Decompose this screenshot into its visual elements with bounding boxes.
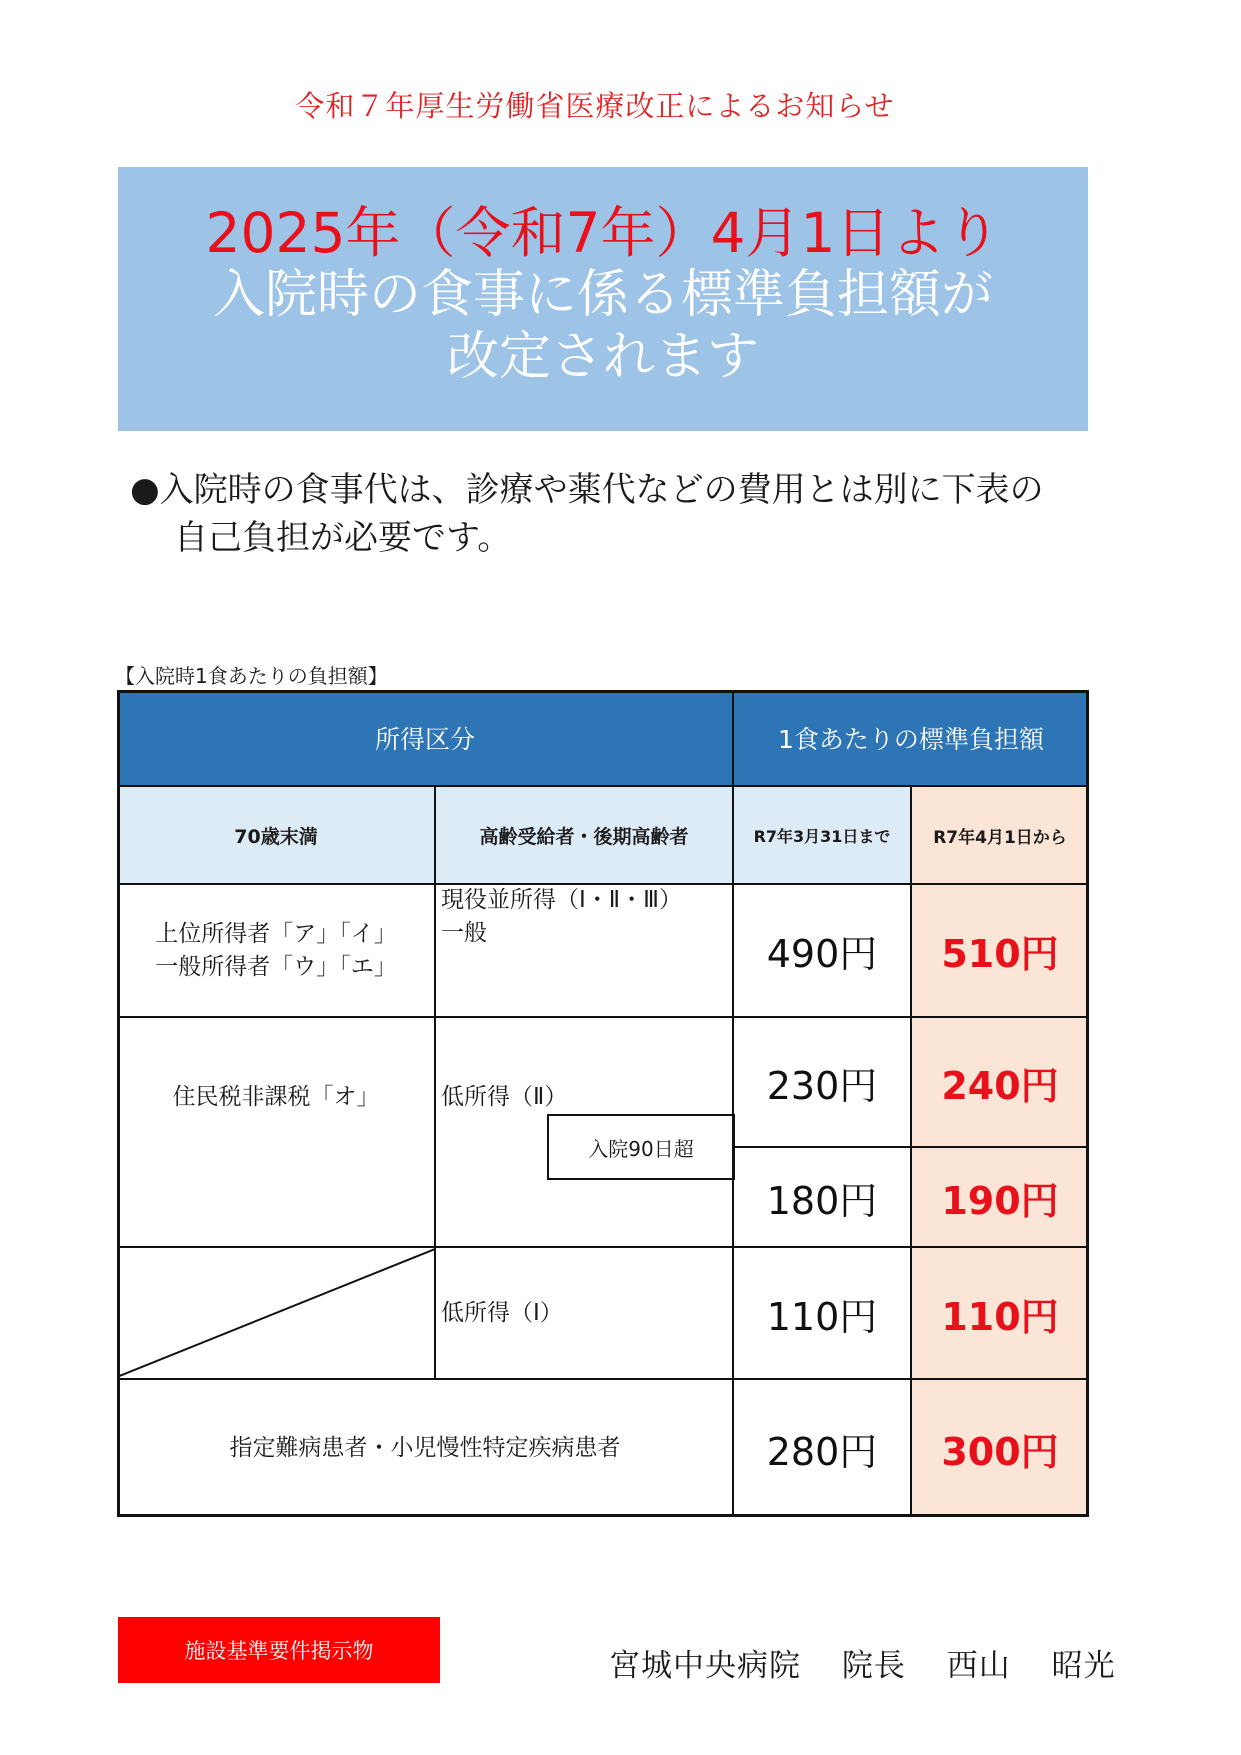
over90-old-amount: 180円 [766, 1178, 878, 1223]
row-divider [117, 785, 1089, 787]
facility-standard-badge: 施設基準要件掲示物 [118, 1617, 440, 1683]
exempt-under70: 住民税非課税「オ」 [172, 1083, 380, 1110]
subheader-under70: 70歳末満 [117, 786, 435, 884]
row-divider [117, 1378, 1089, 1380]
exempt-elderly: 低所得（Ⅱ） [441, 1083, 568, 1110]
director-given-name: 昭光 [1051, 1648, 1116, 1684]
signature [609, 1640, 1146, 1685]
upper-income-under70-line-2: 一般所得者「ウ」「エ」 [155, 953, 397, 980]
director-surname: 西山 [946, 1648, 1011, 1684]
upper-income-new-amount: 510円 [911, 884, 1089, 1017]
intro-text [130, 466, 1044, 562]
low-income-1-elderly: 低所得（Ⅰ） [441, 1299, 563, 1326]
column-divider [910, 786, 912, 1517]
table-border-right [1086, 690, 1089, 1517]
intro-line-2: 自己負担が必要です。 [174, 518, 512, 558]
over90-new-amount: 190円 [911, 1147, 1089, 1247]
row-divider [117, 1246, 1089, 1248]
table-border-top [117, 690, 1089, 693]
upper-income-under70-line-1: 上位所得者「ア」「イ」 [155, 920, 397, 947]
banner-date-line: 2025年（令和7年）4月1日より [205, 201, 1001, 265]
intro-line-1: ●入院時の食事代は、診療や薬代などの費用とは別に下表の [130, 470, 1044, 510]
row-divider [117, 883, 1089, 885]
upper-income-under70 [117, 884, 435, 1017]
table-border-bottom [117, 1514, 1089, 1517]
subheader-from: R7年4月1日から [911, 786, 1089, 884]
subheader-elderly: 高齢受給者・後期高齢者 [435, 786, 733, 884]
banner-action-line: 改定されます [446, 327, 759, 387]
low-income-1-new-amount: 110円 [911, 1247, 1089, 1379]
upper-income-elderly-line-2: 一般 [441, 920, 487, 946]
exempt-old-amount: 230円 [766, 1063, 878, 1108]
table-caption: 【入院時1食あたりの負担額】 [115, 664, 388, 688]
intractable-disease-label: 指定難病患者・小児慢性特定疾病患者 [229, 1434, 621, 1461]
upper-income-old-amount: 490円 [766, 932, 878, 976]
low-income-1-old-amount: 110円 [766, 1294, 878, 1339]
upper-income-elderly [435, 884, 733, 1017]
table-border-left [117, 690, 120, 1517]
notice-title: 令和７年厚生労働省医療改正によるお知らせ [295, 89, 895, 123]
intractable-old-amount: 280円 [766, 1429, 878, 1474]
subheader-until: R7年3月31日まで [733, 786, 911, 884]
meal-cost-table [117, 690, 1089, 1517]
header-standard-cost: 1食あたりの標準負担額 [733, 690, 1089, 786]
upper-income-elderly-line-1: 現役並所得（Ⅰ・Ⅱ・Ⅲ） [441, 887, 682, 913]
intractable-new-amount: 300円 [911, 1379, 1089, 1517]
row-divider [117, 1016, 1089, 1018]
announcement-banner [118, 167, 1088, 431]
header-income-category: 所得区分 [117, 690, 733, 786]
not-applicable-diagonal [117, 1247, 435, 1379]
director-title: 院長 [841, 1648, 906, 1684]
over90-label: 入院90日超 [547, 1114, 735, 1180]
hospital-name: 宮城中央病院 [609, 1648, 801, 1684]
column-divider [732, 690, 734, 1517]
column-divider [434, 786, 436, 1379]
exempt-new-amount: 240円 [911, 1017, 1089, 1147]
banner-subject-line: 入院時の食事に係る標準負担額が [212, 265, 993, 325]
